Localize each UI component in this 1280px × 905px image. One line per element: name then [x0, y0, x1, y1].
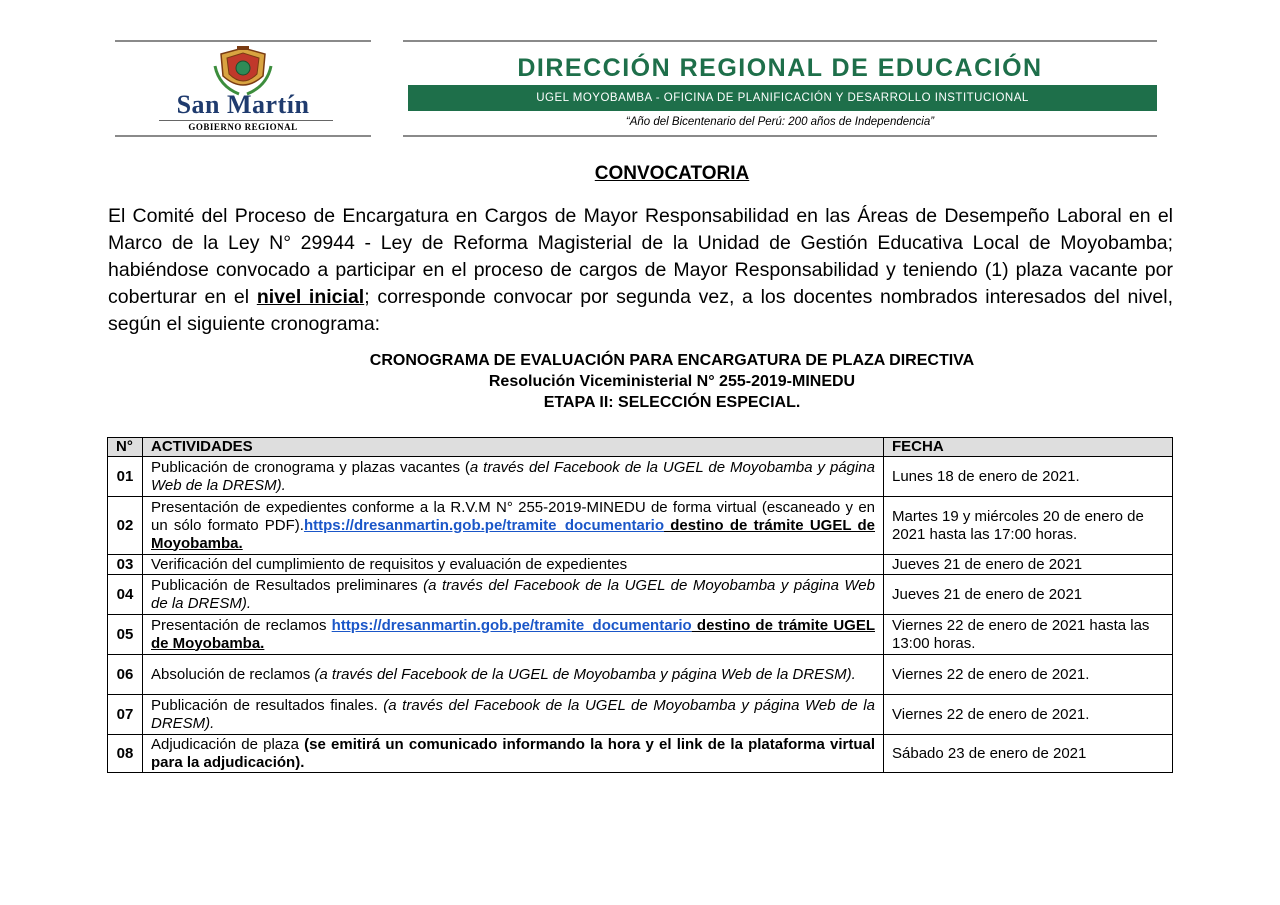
cronograma-resolution: Resolución Viceministerial N° 255-2019-MINEDU: [488, 373, 856, 390]
gobierno-regional-logo: [115, 40, 371, 138]
dre-header: [403, 40, 1157, 138]
activity-text: (se emitirá un comunicado informando la hora y el link de la plataforma virtual para la adjudicación).: [151, 735, 875, 771]
activity-text: Presentación de reclamos: [151, 616, 332, 634]
row-number: 01: [108, 457, 143, 497]
dre-title: DIRECCIÓN REGIONAL DE EDUCACIÓN: [517, 54, 1043, 82]
header-date: FECHA: [884, 438, 1173, 457]
header-num: N°: [108, 438, 143, 457]
row-activity: [143, 655, 884, 695]
table-row: [108, 655, 1173, 695]
activity-text: Verificación del cumplimiento de requisitos y evaluación de expedientes: [151, 555, 628, 573]
row-activity: [143, 615, 884, 655]
row-number: 07: [108, 695, 143, 735]
year-motto: “Año del Bicentenario del Perú: 200 años de Independencia”: [625, 116, 935, 128]
logo-name-rule: [159, 120, 333, 121]
dre-top-rule: [403, 40, 1157, 42]
activity-text: Publicación de cronograma y plazas vacantes (: [151, 458, 470, 476]
table-row: [108, 457, 1173, 497]
row-activity: [143, 497, 884, 555]
logo-subtitle: GOBIERNO REGIONAL: [188, 122, 298, 132]
row-activity: [143, 457, 884, 497]
row-number: 08: [108, 735, 143, 773]
cronograma-title: CRONOGRAMA DE EVALUACIÓN PARA ENCARGATURA DE PLAZA DIRECTIVA: [369, 352, 975, 369]
activity-text: Presentación de expedientes conforme a la R.V.M N° 255-2019-MINEDU de forma virtual (escaneado y en un sólo formato PDF).: [151, 498, 875, 534]
row-date: Lunes 18 de enero de 2021.: [884, 457, 1173, 497]
row-number: 05: [108, 615, 143, 655]
intro-paragraph: [108, 203, 1173, 338]
tramite-link[interactable]: https://dresanmartin.gob.pe/tramite_documentario: [331, 616, 692, 634]
intro-after: ; corresponde convocar por segunda vez, a los docentes nombrados interesados del nivel, según el siguiente cronograma:: [108, 286, 1173, 335]
logo-top-rule: [115, 40, 371, 42]
row-activity: [143, 575, 884, 615]
dre-bottom-rule: [403, 135, 1157, 137]
schedule-body: [108, 457, 1173, 773]
cronograma-stage: ETAPA II: SELECCIÓN ESPECIAL.: [543, 394, 801, 411]
activity-text: Absolución de reclamos: [151, 665, 315, 683]
row-number: 03: [108, 555, 143, 575]
activity-text: Publicación de resultados finales.: [151, 696, 384, 714]
row-date: Viernes 22 de enero de 2021.: [884, 655, 1173, 695]
activity-text: (a través del Facebook de la UGEL de Moyobamba y página Web de la DRESM).: [151, 576, 875, 612]
table-header-row: [108, 438, 1173, 457]
san-martin-crest-icon: [213, 46, 273, 96]
activity-text: destino de trámite UGEL de Moyobamba.: [151, 616, 875, 652]
row-date: Martes 19 y miércoles 20 de enero de 2021 hasta las 17:00 horas.: [884, 497, 1173, 555]
convocatoria-title: CONVOCATORIA: [594, 163, 750, 184]
row-number: 04: [108, 575, 143, 615]
row-number: 02: [108, 497, 143, 555]
intro-emphasis: nivel inicial: [256, 286, 365, 308]
header-activities: ACTIVIDADES: [143, 438, 884, 457]
row-date: Jueves 21 de enero de 2021: [884, 575, 1173, 615]
table-row: [108, 575, 1173, 615]
cronograma-heading: [0, 350, 1280, 413]
activity-text: Publicación de Resultados preliminares: [151, 576, 424, 594]
row-date: Sábado 23 de enero de 2021: [884, 735, 1173, 773]
row-number: 06: [108, 655, 143, 695]
row-date: Viernes 22 de enero de 2021.: [884, 695, 1173, 735]
row-activity: [143, 555, 884, 575]
ugel-band-text: UGEL MOYOBAMBA - OFICINA DE PLANIFICACIÓN Y DESARROLLO INSTITUCIONAL: [536, 92, 1029, 104]
ugel-band: [408, 85, 1157, 111]
activity-text: Adjudicación de plaza: [151, 735, 305, 753]
table-row: [108, 615, 1173, 655]
table-row: [108, 555, 1173, 575]
tramite-link[interactable]: https://dresanmartin.gob.pe/tramite_documentario: [303, 516, 665, 534]
row-activity: [143, 695, 884, 735]
activity-text: a través del Facebook de la UGEL de Moyobamba y página Web de la DRESM).: [151, 458, 875, 494]
intro-before: El Comité del Proceso de Encargatura en Cargos de Mayor Responsabilidad en las Áreas de Desempeño Laboral en el Marco de la Ley N° 29944 - Ley de Reforma Magisterial de la Unidad de Gestión Educativa Local de Moyobamba; habiéndose convocado a participar en el proceso de cargos de Mayor Responsabilidad y teniendo (1) plaza vacante por coberturar en el: [108, 205, 1173, 308]
logo-bottom-rule: [115, 135, 371, 137]
activity-text: (a través del Facebook de la UGEL de Moyobamba y página Web de la DRESM).: [314, 665, 856, 683]
table-row: [108, 695, 1173, 735]
row-date: Viernes 22 de enero de 2021 hasta las 13:00 horas.: [884, 615, 1173, 655]
table-row: [108, 497, 1173, 555]
schedule-table: [107, 437, 1173, 773]
activity-text: destino de trámite UGEL de Moyobamba.: [151, 516, 875, 552]
activity-text: (a través del Facebook de la UGEL de Moyobamba y página Web de la DRESM).: [151, 696, 875, 732]
row-date: Jueves 21 de enero de 2021: [884, 555, 1173, 575]
table-row: [108, 735, 1173, 773]
row-activity: [143, 735, 884, 773]
logo-name: San Martín: [176, 90, 310, 119]
